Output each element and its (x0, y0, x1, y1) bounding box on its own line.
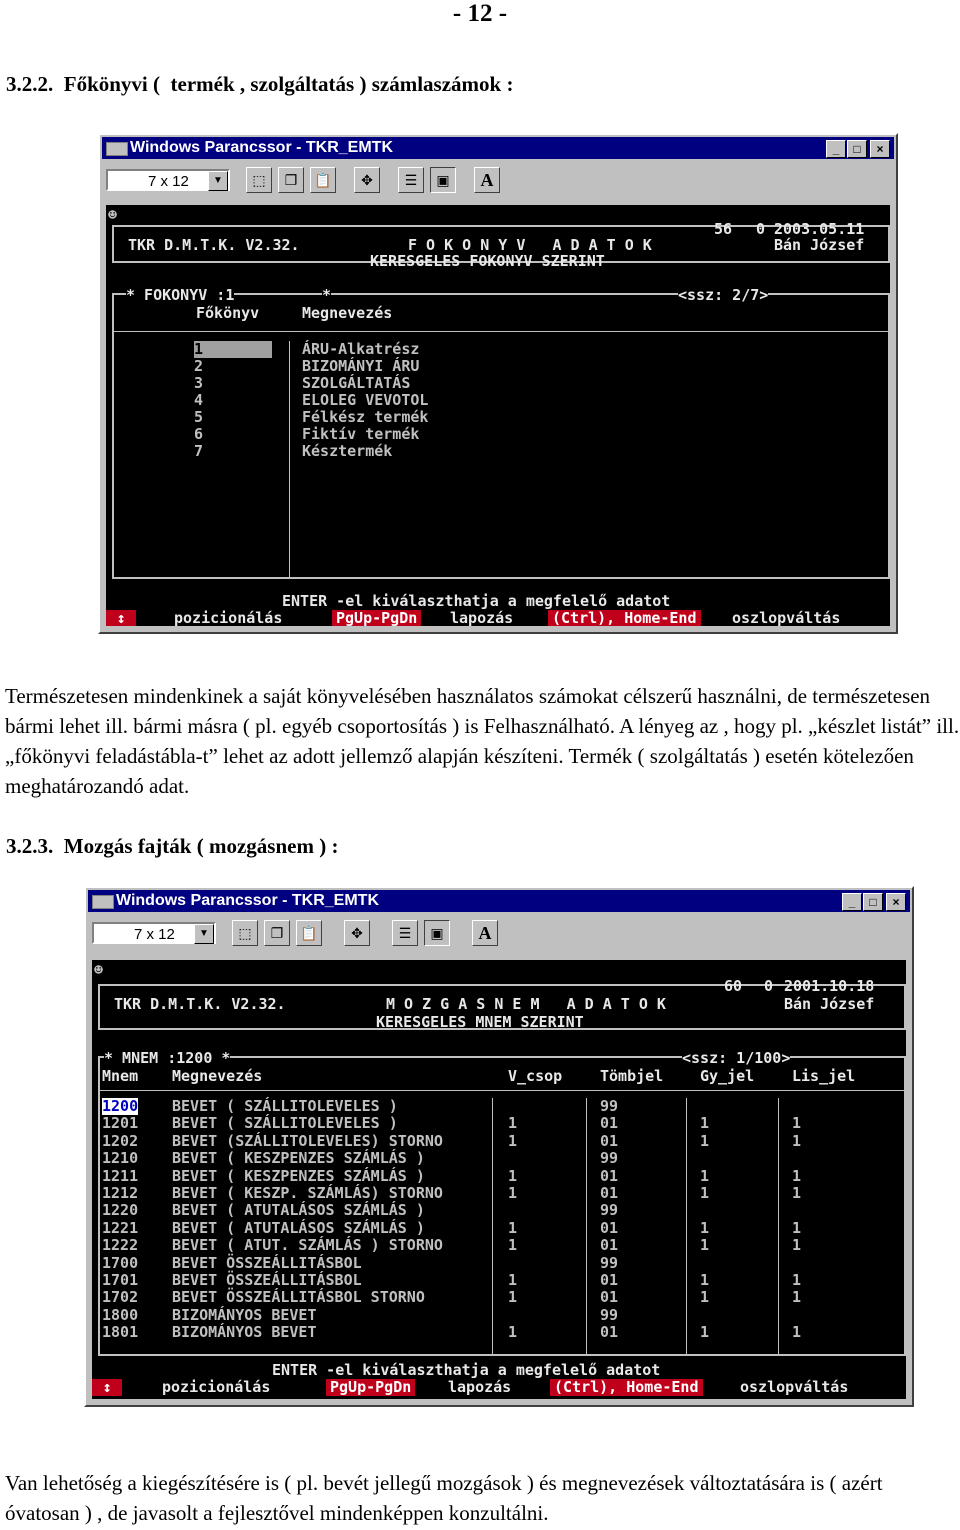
background-icon[interactable]: ▣ (424, 920, 450, 946)
font-size-select[interactable] (92, 922, 216, 944)
paste-icon[interactable]: 📋 (310, 167, 336, 193)
mark-icon[interactable]: ⬚ (246, 167, 272, 193)
mark-icon[interactable]: ⬚ (232, 920, 258, 946)
table-cell-mnem[interactable]: 1222 (102, 1236, 139, 1255)
table-cell-tomb[interactable]: 99 (600, 1253, 619, 1272)
window-titlebar (88, 890, 910, 912)
table-cell-mnem[interactable]: 1221 (102, 1218, 139, 1237)
list-row-name[interactable]: ELOLEG VEVOTOL (302, 391, 429, 409)
table-cell-vcsop[interactable]: 1 (508, 1218, 518, 1237)
table-cell-mnem[interactable]: 1701 (102, 1271, 139, 1289)
positioning-hint: pozicionálás (174, 609, 283, 626)
table-cell-vcsop[interactable]: 1 (508, 1166, 518, 1185)
user-name: Bán József (774, 236, 865, 254)
table-cell-mnem[interactable]: 1801 (102, 1323, 139, 1342)
table-cell-tomb[interactable]: 01 (600, 1166, 619, 1185)
enter-hint: ENTER -el kiválaszthatja a megfelelő adatot (282, 592, 671, 610)
table-cell-vcsop[interactable]: 1 (508, 1184, 518, 1202)
minimize-button[interactable]: _ (826, 140, 846, 158)
module-title: M O Z G A S N E M A D A T O K (386, 995, 666, 1013)
search-mode: KERESGELES MNEM SZERINT (376, 1013, 584, 1031)
table-cell-mnem[interactable]: 1201 (102, 1114, 139, 1133)
column-header-mnem: Mnem (102, 1067, 139, 1085)
table-cell-gy[interactable]: 1 (700, 1131, 710, 1150)
table-cell-name[interactable]: BEVET ÖSSZEÁLLITÁSBOL STORNO (172, 1288, 425, 1307)
properties-icon[interactable]: ☰ (392, 920, 418, 946)
minimize-button[interactable]: _ (842, 893, 862, 911)
table-cell-vcsop[interactable]: 1 (508, 1288, 518, 1307)
paragraph-fokonyv: Természetesen mindenkinek a saját könyvelésében használatos számokat célszerű használni, de természetesen bármi lehet ill. bármi másra ( pl. egyéb csoportosítás ) is Felhasználható. A lényeg az , hogy pl. „készlet listát” ill. „főkönyvi feladástábla-t” lehet az adott jellemző alapján készíteni. Termék ( szolgáltatás ) esetén kötelezően meghatározandó adat. (5, 684, 960, 798)
table-cell-name[interactable]: BEVET ( KESZPENZES SZÁMLÁS ) (172, 1149, 425, 1168)
paste-icon[interactable]: 📋 (296, 920, 322, 946)
current-date: 2003.05.11 (774, 220, 865, 238)
table-cell-name[interactable]: BEVET ( ATUTALÁSOS SZÁMLÁS ) (172, 1218, 425, 1237)
window-titlebar (102, 137, 894, 159)
font-size-value: 7 x 12 (134, 926, 175, 943)
list-row-code[interactable]: 6 (194, 425, 204, 443)
table-cell-lis[interactable]: 1 (792, 1288, 802, 1307)
record-counter: 56 (714, 220, 733, 238)
chevron-down-icon[interactable]: ▼ (194, 924, 214, 944)
console-screen: ☻ TKR D.M.T.K. V2.32. M O Z G A S N E M A D A T O K KERESGELES MNEM SZERINT 60 0 2001.10.18 Bán József * MNEM :1200 * <ssz: 1/100> Mnem Megnevezés V_csop Tömbjel Gy_jel Lis_jel 1200 BEVET ( SZÁLLITOLEVELES ) 99 1201 BEVET ( SZÁLLITOLEVELES ) 1 01 1 1 1202 BEVET (SZÁLLITOLEVELES) STORNO 1 01 1 1 1210 BEVET ( KESZPENZES SZÁMLÁS ) 99 1211 BEVET ( KESZPENZES SZÁMLÁS ) 1 01 1 1 1212 BEVET ( KESZP. SZÁMLÁS) STORNO 1 01 1 1 1220 BEVET ( ATUTALÁSOS SZÁMLÁS ) 99 1221 BEVET ( ATUTALÁSOS SZÁMLÁS ) 1 01 1 1 1222 BEVET ( ATUT. SZÁMLÁS ) STORNO 1 01 1 1 1700 BEVET ÖSSZEÁLLITÁSBOL 99 1701 BEVET ÖSSZEÁLLITÁSBOL 1 01 1 1 1702 BEVET ÖSSZEÁLLITÁSBOL STORNO 1 01 1 1 1800 BIZOMÁNYOS BEVET 99 1801 BIZOMÁNYOS BEVET 1 01 1 1 ENTER -el kiválaszthatja a megfelelő adatot ↕ pozicionálás PgUp-PgDn lapozás (Ctrl), Home-End oszlopváltás (92, 960, 906, 1399)
table-cell-gy[interactable]: 1 (700, 1184, 710, 1202)
table-cell-gy[interactable]: 1 (700, 1218, 710, 1237)
ctrl-home-end-key: (Ctrl), Home-End (548, 610, 701, 626)
window-title: Windows Parancssor - TKR_EMTK (130, 139, 394, 156)
close-button[interactable]: × (870, 140, 890, 158)
table-cell-mnem[interactable]: 1211 (102, 1166, 139, 1185)
table-cell-lis[interactable]: 1 (792, 1236, 802, 1255)
enter-hint: ENTER -el kiválaszthatja a megfelelő adatot (272, 1361, 661, 1379)
table-cell-name[interactable]: BEVET ( KESZPENZES SZÁMLÁS ) (172, 1166, 425, 1185)
toolbar (102, 161, 894, 197)
record-position: <ssz: 2/7> (678, 286, 769, 304)
table-cell-gy[interactable]: 1 (700, 1114, 710, 1133)
table-cell-name[interactable]: BEVET ( ATUT. SZÁMLÁS ) STORNO (172, 1236, 443, 1255)
record-position: <ssz: 1/100> (682, 1049, 791, 1067)
column-header-megnevezes: Megnevezés (302, 304, 393, 322)
table-cell-name[interactable]: BEVET ÖSSZEÁLLITÁSBOL (172, 1271, 362, 1289)
table-cell-lis[interactable]: 1 (792, 1114, 802, 1133)
table-row-selected-mnem[interactable]: 1200 (102, 1097, 139, 1115)
console-window-fokonyv (98, 133, 898, 634)
background-icon[interactable]: ▣ (430, 167, 456, 193)
list-row-code[interactable]: 3 (194, 374, 204, 392)
page-number: - 12 - (452, 0, 508, 27)
copy-icon[interactable]: ❐ (264, 920, 290, 946)
pgup-pgdn-key: PgUp-PgDn (326, 1379, 415, 1396)
list-row-name[interactable]: ÁRU-Alkatrész (302, 340, 420, 358)
table-cell-gy[interactable]: 1 (700, 1288, 710, 1307)
fullscreen-icon[interactable]: ✥ (354, 167, 380, 193)
list-row-name[interactable]: Késztermék (302, 442, 393, 460)
list-header-star: * (322, 286, 332, 304)
column-header-fokonyv: Főkönyv (196, 304, 260, 322)
table-cell-mnem[interactable]: 1702 (102, 1288, 139, 1307)
font-size-select[interactable] (106, 169, 230, 191)
list-row-name[interactable]: Félkész termék (302, 408, 429, 426)
table-cell-lis[interactable]: 1 (792, 1323, 802, 1342)
list-row-code[interactable]: 4 (194, 391, 204, 409)
zero-field: 0 (756, 220, 766, 238)
table-cell-lis[interactable]: 1 (792, 1131, 802, 1150)
app-version: TKR D.M.T.K. V2.32. (114, 995, 286, 1013)
list-header-left: * FOKONYV :1 (126, 286, 235, 304)
table-cell-lis[interactable]: 1 (792, 1184, 802, 1202)
list-row-name[interactable]: Fiktív termék (302, 425, 420, 443)
system-menu-icon[interactable] (106, 142, 128, 156)
column-header-megnevezes: Megnevezés (172, 1067, 263, 1085)
column-header-lisjel: Lis_jel (792, 1067, 856, 1085)
close-button[interactable]: × (886, 893, 906, 911)
table-cell-tomb[interactable]: 01 (600, 1236, 619, 1255)
list-row-selected[interactable]: 1 (194, 341, 272, 358)
list-row-name[interactable]: SZOLGÁLTATÁS (302, 374, 411, 392)
positioning-hint: pozicionálás (162, 1378, 271, 1396)
table-cell-tomb[interactable]: 01 (600, 1184, 619, 1202)
list-row-code[interactable]: 2 (194, 357, 204, 375)
maximize-button[interactable]: □ (847, 140, 867, 158)
pgup-pgdn-key: PgUp-PgDn (332, 610, 421, 626)
app-version: TKR D.M.T.K. V2.32. (128, 236, 300, 254)
table-cell-tomb[interactable]: 01 (600, 1218, 619, 1237)
table-cell-vcsop[interactable]: 1 (508, 1271, 518, 1289)
search-mode: KERESGELES FOKONYV SZERINT (370, 252, 605, 270)
table-cell-mnem[interactable]: 1700 (102, 1253, 139, 1272)
paragraph-mozgasnem: Van lehetőség a kiegészítésére is ( pl. bevét jellegű mozgások ) és megnevezések változtatására is ( azért óvatosan ) , de javasolt a fejlesztővel mindenképpen konzultálni. (5, 1471, 883, 1525)
table-cell-mnem[interactable]: 1210 (102, 1149, 139, 1168)
paging-hint: lapozás (450, 609, 514, 626)
table-cell-gy[interactable]: 1 (700, 1236, 710, 1255)
table-cell-tomb[interactable]: 01 (600, 1288, 619, 1307)
font-size-value: 7 x 12 (148, 173, 189, 190)
table-cell-mnem[interactable]: 1212 (102, 1184, 139, 1202)
column-header-vcsop: V_csop (508, 1067, 563, 1085)
table-cell-vcsop[interactable]: 1 (508, 1323, 518, 1342)
arrows-key: ↕ (92, 1379, 122, 1396)
console-window-mozgasnem (84, 886, 914, 1407)
table-cell-name[interactable]: BEVET (SZÁLLITOLEVELES) STORNO (172, 1131, 443, 1150)
table-cell-lis[interactable]: 1 (792, 1271, 802, 1289)
table-cell-lis[interactable]: 1 (792, 1166, 802, 1185)
table-cell-mnem[interactable]: 1220 (102, 1201, 139, 1220)
table-cell-gy[interactable]: 1 (700, 1271, 710, 1289)
table-cell-tomb[interactable]: 01 (600, 1131, 619, 1150)
table-cell-tomb[interactable]: 99 (600, 1305, 619, 1324)
table-cell-tomb[interactable]: 99 (600, 1201, 619, 1220)
list-row-name[interactable]: BIZOMÁNYI ÁRU (302, 357, 420, 375)
table-cell-name[interactable]: BEVET ( SZÁLLITOLEVELES ) (172, 1114, 398, 1133)
current-date: 2001.10.18 (784, 977, 875, 995)
table-cell-name[interactable]: BEVET ( SZÁLLITOLEVELES ) (172, 1097, 398, 1115)
module-title: F O K O N Y V A D A T O K (408, 236, 652, 254)
console-screen: ☻ TKR D.M.T.K. V2.32. F O K O N Y V A D A T O K KERESGELES FOKONYV SZERINT 56 0 2003.05.11 Bán József * FOKONYV :1 * <ssz: 2/7> Főkönyv Megnevezés 1 2 3 4 5 6 7 ÁRU-Alkatrész BIZOMÁNYI ÁRU SZOLGÁLTATÁS ELOLEG VEVOTOL Félkész termék Fiktív termék Késztermék ENTER -el kiválaszthatja a megfelelő adatot ↕ pozicionálás PgUp-PgDn lapozás (Ctrl), Home-End oszlopváltás (106, 205, 890, 626)
table-cell-tomb[interactable]: 99 (600, 1097, 619, 1115)
ctrl-home-end-key: (Ctrl), Home-End (550, 1379, 703, 1396)
list-header-left: * MNEM :1200 * (104, 1049, 231, 1067)
table-cell-name[interactable]: BEVET ( ATUTALÁSOS SZÁMLÁS ) (172, 1201, 425, 1220)
zero-field: 0 (764, 977, 774, 995)
properties-icon[interactable]: ☰ (398, 167, 424, 193)
table-cell-vcsop[interactable]: 1 (508, 1236, 518, 1255)
paging-hint: lapozás (448, 1378, 512, 1396)
window-title: Windows Parancssor - TKR_EMTK (116, 892, 380, 909)
table-cell-tomb[interactable]: 01 (600, 1271, 619, 1289)
table-cell-name[interactable]: BEVET ( KESZP. SZÁMLÁS) STORNO (172, 1184, 443, 1202)
section-heading-mozgasnem: 3.2.3. Mozgás fajták ( mozgásnem ) : (6, 834, 339, 858)
table-cell-lis[interactable]: 1 (792, 1218, 802, 1237)
font-icon[interactable]: A (472, 920, 498, 946)
record-counter: 60 (724, 977, 743, 995)
table-cell-mnem[interactable]: 1800 (102, 1305, 139, 1324)
table-cell-name[interactable]: BIZOMÁNYOS BEVET (172, 1323, 317, 1342)
toolbar (88, 914, 910, 950)
table-cell-gy[interactable]: 1 (700, 1166, 710, 1185)
system-menu-icon[interactable] (92, 895, 114, 909)
chevron-down-icon[interactable]: ▼ (208, 171, 228, 191)
table-cell-tomb[interactable]: 99 (600, 1149, 619, 1168)
table-cell-tomb[interactable]: 01 (600, 1323, 619, 1342)
table-cell-mnem[interactable]: 1202 (102, 1131, 139, 1150)
fullscreen-icon[interactable]: ✥ (344, 920, 370, 946)
table-cell-name[interactable]: BEVET ÖSSZEÁLLITÁSBOL (172, 1253, 362, 1272)
column-header-tombjel: Tömbjel (600, 1067, 664, 1085)
column-header-gyjel: Gy_jel (700, 1067, 755, 1085)
table-cell-gy[interactable]: 1 (700, 1323, 710, 1342)
copy-icon[interactable]: ❐ (278, 167, 304, 193)
font-icon[interactable]: A (474, 167, 500, 193)
table-cell-vcsop[interactable]: 1 (508, 1131, 518, 1150)
column-switch-hint: oszlopváltás (740, 1378, 849, 1396)
list-row-code[interactable]: 5 (194, 408, 204, 426)
list-row-code[interactable]: 7 (194, 442, 204, 460)
table-cell-name[interactable]: BIZOMÁNYOS BEVET (172, 1305, 317, 1324)
table-cell-vcsop[interactable]: 1 (508, 1114, 518, 1133)
table-cell-tomb[interactable]: 01 (600, 1114, 619, 1133)
user-name: Bán József (784, 995, 875, 1013)
maximize-button[interactable]: □ (863, 893, 883, 911)
column-switch-hint: oszlopváltás (732, 609, 841, 626)
section-heading-fokonyv: 3.2.2. Főkönyvi ( termék , szolgáltatás ) számlaszámok : (6, 72, 514, 96)
arrows-key: ↕ (106, 610, 136, 626)
